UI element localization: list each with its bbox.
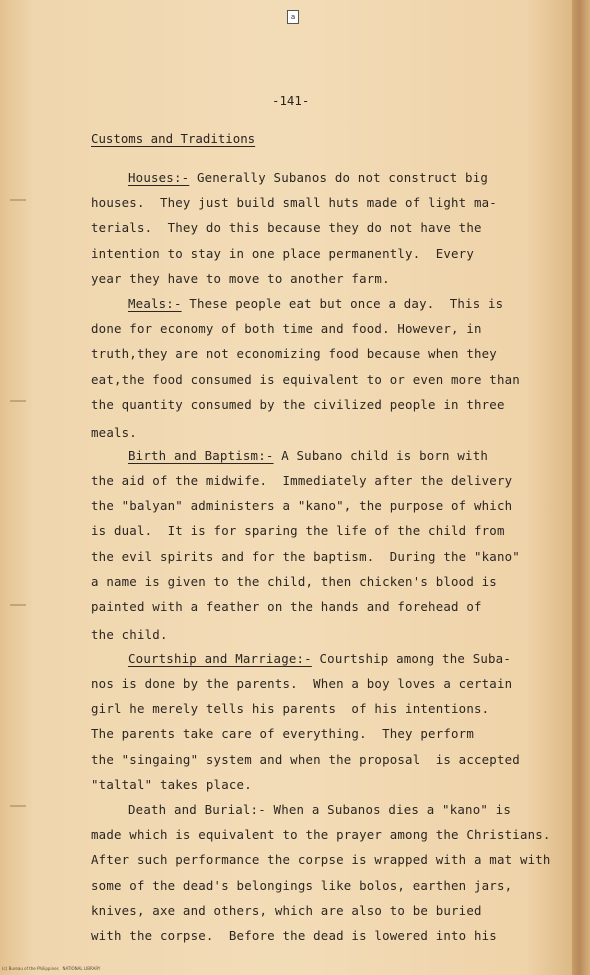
text-line: The parents take care of everything. They perform: [91, 726, 474, 741]
text-line: Houses:- Generally Subanos do not construct big: [128, 170, 489, 185]
text-line: truth,they are not economizing food because when they: [91, 346, 497, 361]
text-line: Death and Burial:- When a Subanos dies a "kano" is: [128, 802, 511, 817]
text-line: "taltal" takes place.: [91, 777, 252, 792]
text-line: the quantity consumed by the civilized people in three: [91, 397, 505, 412]
text-line: the "balyan" administers a "kano", the purpose of which: [91, 498, 513, 513]
page-number: -141-: [272, 93, 310, 108]
text-line: knives, axe and others, which are also to be buried: [91, 903, 482, 918]
page-marker: a: [287, 10, 299, 24]
text-line: the child.: [91, 627, 168, 642]
text-line: with the corpse. Before the dead is lowered into his: [91, 928, 497, 943]
punch-mark: [10, 400, 26, 402]
text-line: made which is equivalent to the prayer among the Christians.: [91, 827, 551, 842]
paragraph-label: Courtship and Marriage:-: [128, 651, 312, 666]
text-line: nos is done by the parents. When a boy loves a certain: [91, 676, 513, 691]
text-line: done for economy of both time and food. However, in: [91, 321, 482, 336]
text-line: After such performance the corpse is wrapped with a mat with: [91, 852, 551, 867]
section-heading: Customs and Traditions: [91, 131, 256, 146]
text-line: year they have to move to another farm.: [91, 271, 390, 286]
text-line: intention to stay in one place permanently. Every: [91, 246, 474, 261]
text-line: the aid of the midwife. Immediately after the delivery: [91, 473, 513, 488]
text-line: eat,the food consumed is equivalent to or even more than: [91, 372, 520, 387]
paragraph-label: Houses:-: [128, 170, 190, 185]
punch-mark: [10, 604, 26, 606]
punch-mark: [10, 805, 26, 807]
text-line: Meals:- These people eat but once a day. This is: [128, 296, 504, 311]
text-line: some of the dead's belongings like bolos, earthen jars,: [91, 878, 513, 893]
punch-mark: [10, 199, 26, 201]
text-line: the "singaing" system and when the proposal is accepted: [91, 752, 520, 767]
text-line: a name is given to the child, then chicken's blood is: [91, 574, 497, 589]
text-line: Courtship and Marriage:- Courtship among the Suba-: [128, 651, 511, 666]
text-line: is dual. It is for sparing the life of the child from: [91, 523, 505, 538]
footer-credit: (c) Bureau of the Philippines NATIONAL LIBRARY: [2, 966, 101, 971]
text-line: meals.: [91, 425, 137, 440]
paragraph-label: Birth and Baptism:-: [128, 448, 274, 463]
text-line: houses. They just build small huts made of light ma-: [91, 195, 497, 210]
text-line: Birth and Baptism:- A Subano child is born with: [128, 448, 489, 463]
page-edge: [572, 0, 590, 975]
paragraph-label: Meals:-: [128, 296, 182, 311]
text-line: the evil spirits and for the baptism. During the "kano": [91, 549, 520, 564]
text-line: terials. They do this because they do not have the: [91, 220, 482, 235]
text-line: girl he merely tells his parents of his intentions.: [91, 701, 490, 716]
text-line: painted with a feather on the hands and forehead of: [91, 599, 482, 614]
